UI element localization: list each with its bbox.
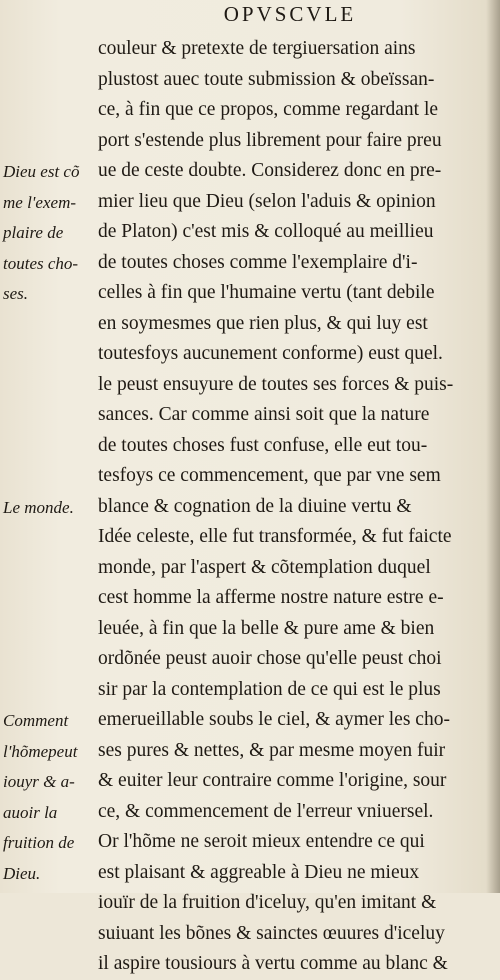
body-line: ce, à fin que ce propos, comme regardant le	[98, 99, 439, 120]
margin-note-line: ses.	[3, 284, 29, 303]
margin-note-line: auoir la	[3, 802, 58, 822]
margin-note-comment-fruition	[3, 706, 98, 889]
body-line: & euiter leur contraire comme l'origine, sour	[98, 770, 447, 791]
body-line: sir par la contemplation de ce qui est le plus	[98, 678, 441, 700]
body-line: de toutes choses fust confuse, elle eut tou-	[98, 434, 428, 456]
margin-note-dieu-exemplaire	[3, 157, 98, 310]
body-line: tesfoys ce commencement, que par vne sem	[98, 465, 441, 486]
body-line: cest homme la afferme nostre nature estre e-	[98, 587, 444, 608]
margin-note-line: Dieu est cõ	[3, 162, 80, 181]
margin-note-line: Comment	[3, 711, 69, 730]
body-line: suiuant les bõnes & sainctes œuures d'iceluy	[98, 922, 445, 944]
body-line: Or l'hõme ne seroit mieux entendre ce qui	[98, 831, 425, 852]
margin-note-line: me l'exem-	[3, 192, 77, 212]
margin-note-line: l'hõmepeut	[3, 741, 78, 761]
body-line: le peust ensuyure de toutes ses forces & puis-	[98, 373, 454, 395]
body-line: blance & cognation de la diuine vertu &	[98, 495, 412, 517]
margin-note-line: toutes cho-	[3, 253, 79, 273]
margin-note-line: fruition de	[3, 833, 75, 852]
body-line: monde, par l'aspert & cõtemplation duquel	[98, 556, 431, 578]
margin-note-line: Dieu.	[3, 863, 41, 883]
body-line: emerueillable soubs le ciel, & aymer les cho-	[98, 709, 450, 730]
body-line: mier lieu que Dieu (selon l'aduis & opinion	[98, 190, 436, 212]
body-line: couleur & pretexte de tergiuersation ains	[98, 38, 416, 59]
body-line: ordõnée peust auoir chose qu'elle peust choi	[98, 648, 442, 669]
body-line: ue de ceste doubte. Considerez donc en pre-	[98, 160, 442, 181]
body-line: il aspire tousiours à vertu comme au blanc &	[98, 953, 448, 974]
body-line: plustost auec toute submission & obeïssan-	[98, 68, 435, 90]
body-line: Idée celeste, elle fut transformée, & fut faicte	[98, 526, 452, 547]
body-line: de Platon) c'est mis & colloqué au meillieu	[98, 221, 434, 242]
body-line: iouïr de la fruition d'iceluy, qu'en imitant &	[98, 892, 437, 913]
body-line: ses pures & nettes, & par mesme moyen fuir	[98, 739, 446, 761]
margin-note-line: plaire de	[3, 223, 64, 242]
body-text	[98, 34, 493, 980]
body-line: est plaisant & aggreable à Dieu ne mieux	[98, 861, 420, 883]
body-line: port s'estende plus librement pour faire preu	[98, 129, 442, 151]
body-line: celles à fin que l'humaine vertu (tant debile	[98, 282, 435, 303]
body-line: en soymesmes que rien plus, & qui luy est	[98, 312, 428, 334]
running-head: OPVSCVLE	[223, 2, 357, 26]
margin-note-line: iouyr & a-	[3, 772, 75, 791]
body-line: ce, & commencement de l'erreur vniuersel.	[98, 800, 434, 822]
body-line: leuée, à fin que la belle & pure ame & bien	[98, 617, 435, 639]
margin-note-line: Le monde.	[3, 498, 74, 517]
body-line: sances. Car comme ainsi soit que la nature	[98, 404, 430, 425]
body-line: toutesfoys aucunement conforme) eust quel.	[98, 343, 443, 364]
margin-note-le-monde	[3, 493, 98, 524]
body-line: de toutes choses comme l'exemplaire d'i-	[98, 251, 418, 273]
